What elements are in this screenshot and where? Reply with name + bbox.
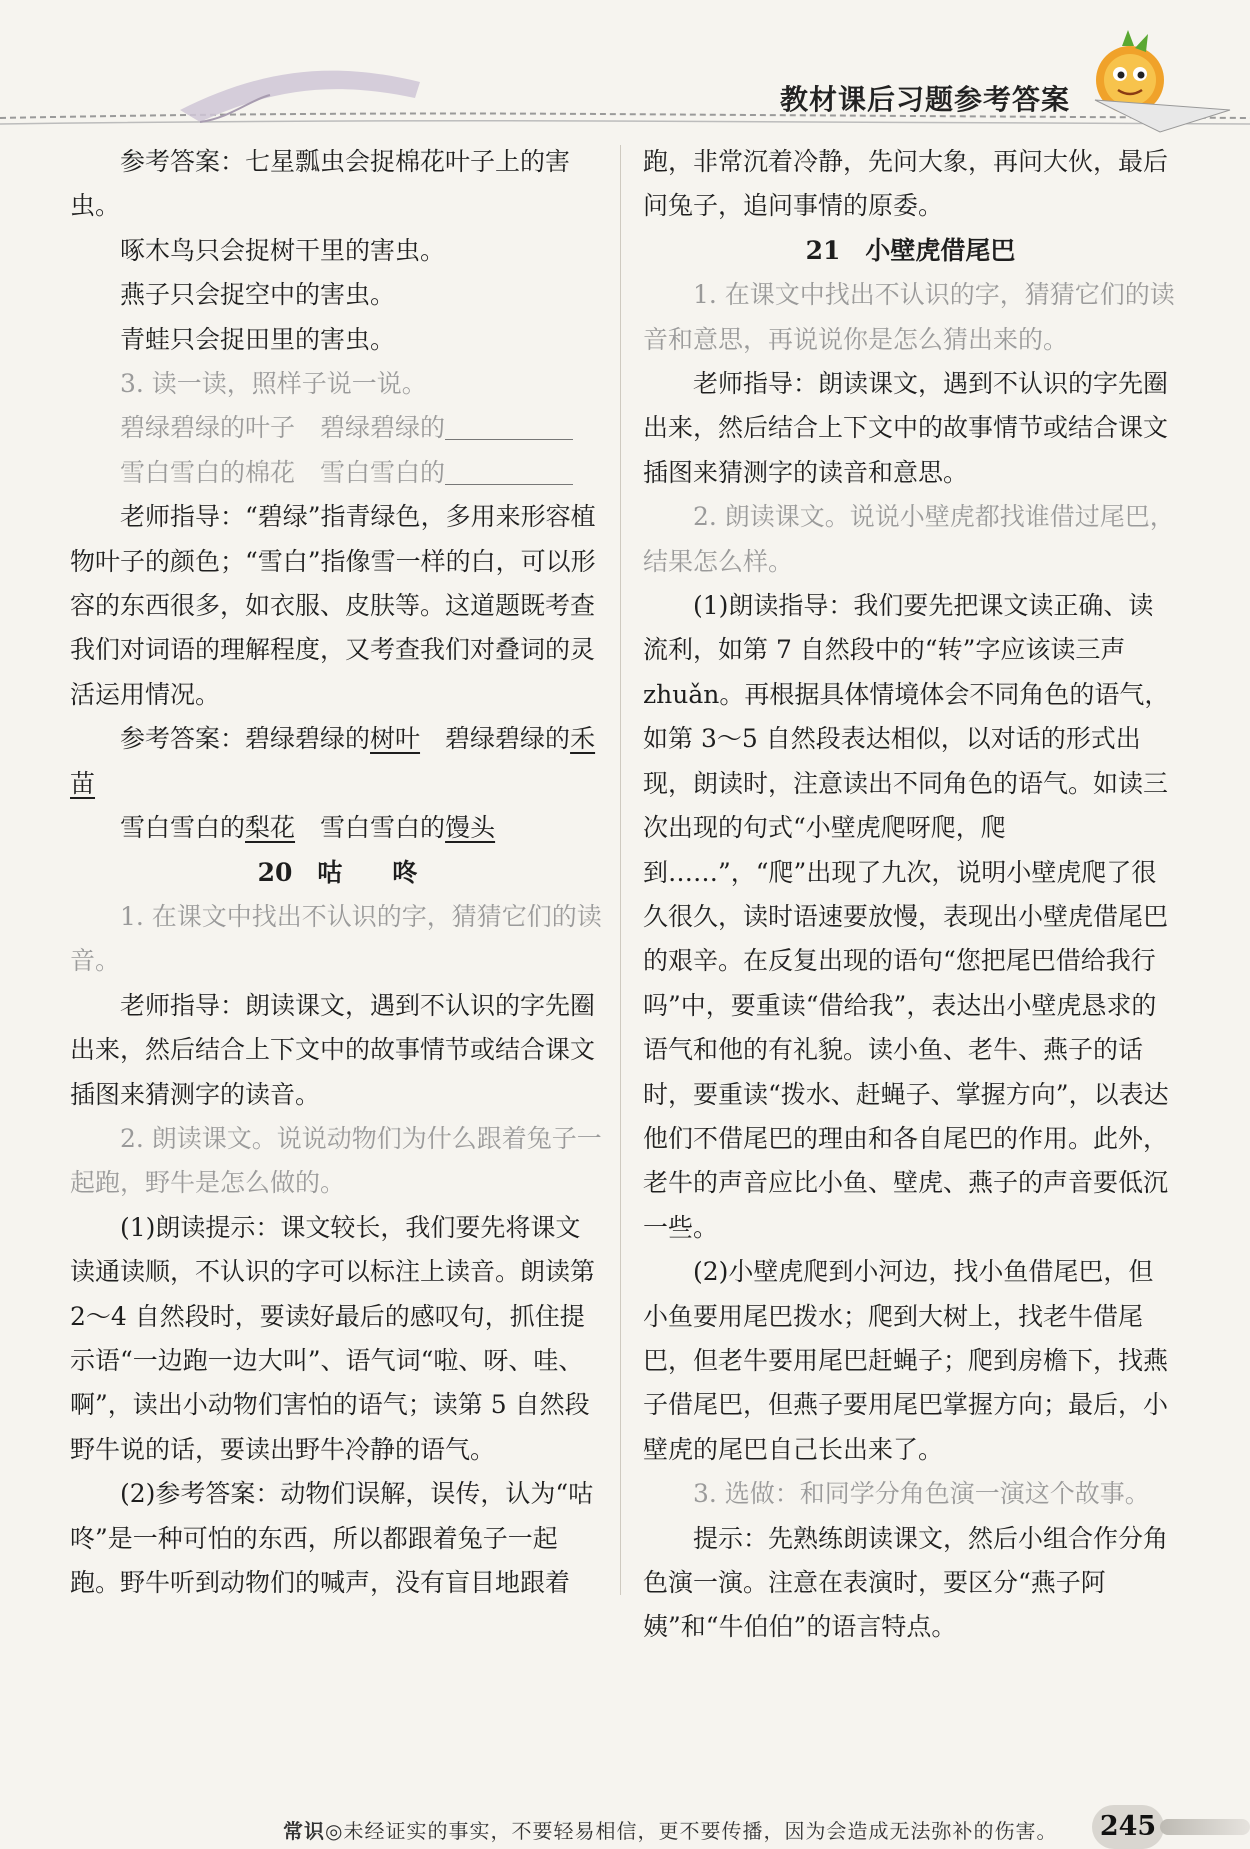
footer-tip: 常识◎未经证实的事实，不要轻易相信，更不要传播，因为会造成无法弥补的伤害。: [283, 1819, 1058, 1843]
paragraph: 1. 在课文中找出不认识的字，猜猜它们的读音和意思，再说说你是怎么猜出来的。: [643, 280, 1175, 354]
left-column: [70, 140, 605, 1605]
column-divider: [620, 145, 621, 1595]
paragraph: 啄木鸟只会捉树干里的害虫。: [120, 235, 446, 265]
example-line: 碧绿碧绿的叶子 碧绿碧绿的: [70, 406, 605, 450]
fill-blank: [445, 414, 573, 440]
paragraph: (2)参考答案：动物们误解，误传，认为“咕咚”是一种可怕的东西，所以都跟着兔子一起跑。野牛听到动物们的喊声，没有盲目地跟着: [70, 1479, 594, 1597]
paragraph: (2)小壁虎爬到小河边，找小鱼借尾巴，但小鱼要用尾巴拨水；爬到大树上，找老牛借尾巴，但老牛要用尾巴赶蝇子；爬到房檐下，找燕子借尾巴，但燕子要用尾巴掌握方向；最后，小壁虎的尾巴自己长出来了。: [643, 1257, 1169, 1464]
page-footer: [0, 1795, 1250, 1843]
section-heading: 21 小壁虎借尾巴: [805, 235, 1016, 265]
answer-line-1: 参考答案：碧绿碧绿的树叶 碧绿碧绿的禾苗: [70, 724, 596, 798]
fill-blank: [445, 459, 573, 485]
page-number-tab-decoration: [1160, 1819, 1250, 1835]
paragraph: 青蛙只会捉田里的害虫。: [120, 324, 396, 354]
paragraph: 燕子只会捉空中的害虫。: [120, 280, 396, 310]
right-column: [643, 140, 1178, 1650]
answer-line-2: 雪白雪白的梨花 雪白雪白的馒头: [120, 813, 496, 843]
paragraph: 3. 选做：和同学分角色演一演这个故事。: [693, 1479, 1150, 1509]
example-line: 雪白雪白的棉花 雪白雪白的: [70, 451, 605, 495]
header-title: 教材课后习题参考答案: [779, 83, 1070, 116]
page-number: 245: [1092, 1805, 1164, 1849]
paragraph: 1. 在课文中找出不认识的字，猜猜它们的读音。: [70, 901, 602, 976]
paragraph: 老师指导：“碧绿”指青绿色，多用来形容植物叶子的颜色；“雪白”指像雪一样的白，可以形容的东西很多，如衣服、皮肤等。这道题既考查我们对词语的理解程度，又考查我们对叠词的灵活运用情况。: [70, 502, 596, 709]
paragraph: (1)朗读提示：课文较长，我们要先将课文读通读顺，不认识的字可以标注上读音。朗读第 2～4 自然段时，要读好最后的感叹句，抓住提示语“一边跑一边大叫”、语气词“啦、呀、哇、啊”，读出小动物们害怕的语气；读第 5 自然段野牛说的话，要读出野牛冷静的语气。: [70, 1212, 596, 1464]
paragraph: 参考答案：七星瓢虫会捉棉花叶子上的害虫。: [70, 147, 571, 221]
paragraph: 提示：先熟练朗读课文，然后小组合作分角色演一演。注意在表演时，要区分“燕子阿姨”和“牛伯伯”的语言特点。: [643, 1523, 1169, 1642]
section-heading: 20 咕 咚: [257, 857, 418, 887]
paragraph: 2. 朗读课文。说说动物们为什么跟着兔子一起跑，野牛是怎么做的。: [70, 1123, 602, 1198]
page-header: [0, 0, 1250, 140]
paragraph: 2. 朗读课文。说说小壁虎都找谁借过尾巴，结果怎么样。: [643, 502, 1175, 576]
paragraph: 跑，非常沉着冷静，先问大象，再问大伙，最后问兔子，追问事情的原委。: [643, 147, 1169, 221]
paragraph: 老师指导：朗读课文，遇到不认识的字先圈出来，然后结合上下文中的故事情节或结合课文插图来猜测字的读音。: [70, 990, 596, 1109]
paragraph: 老师指导：朗读课文，遇到不认识的字先圈出来，然后结合上下文中的故事情节或结合课文插图来猜测字的读音和意思。: [643, 369, 1169, 487]
paragraph: 3. 读一读，照样子说一说。: [120, 369, 427, 399]
paragraph: (1)朗读指导：我们要先把课文读正确、读流利，如第 7 自然段中的“转”字应该读三声 zhuǎn。再根据具体情境体会不同角色的语气，如第 3～5 自然段表达相似，以对话的形式出现，朗读时，注意读出不同角色的语气。如读三次出现的句式“小壁虎爬呀爬，爬到……”，“爬”出现了九次，说明小壁虎爬了很久很久，读时语速要放慢，表现出小壁虎借尾巴的艰辛。在反复出现的语句“您把尾巴借给我行吗”中，要重读“借给我”，表达出小壁虎恳求的语气和他的有礼貌。读小鱼、老牛、燕子的话时，要重读“拨水、赶蝇子、掌握方向”，以表达他们不借尾巴的理由和各自尾巴的作用。此外，老牛的声音应比小鱼、壁虎、燕子的声音要低沉一些。: [643, 591, 1170, 1242]
header-ribbon-decoration: [0, 0, 1250, 140]
